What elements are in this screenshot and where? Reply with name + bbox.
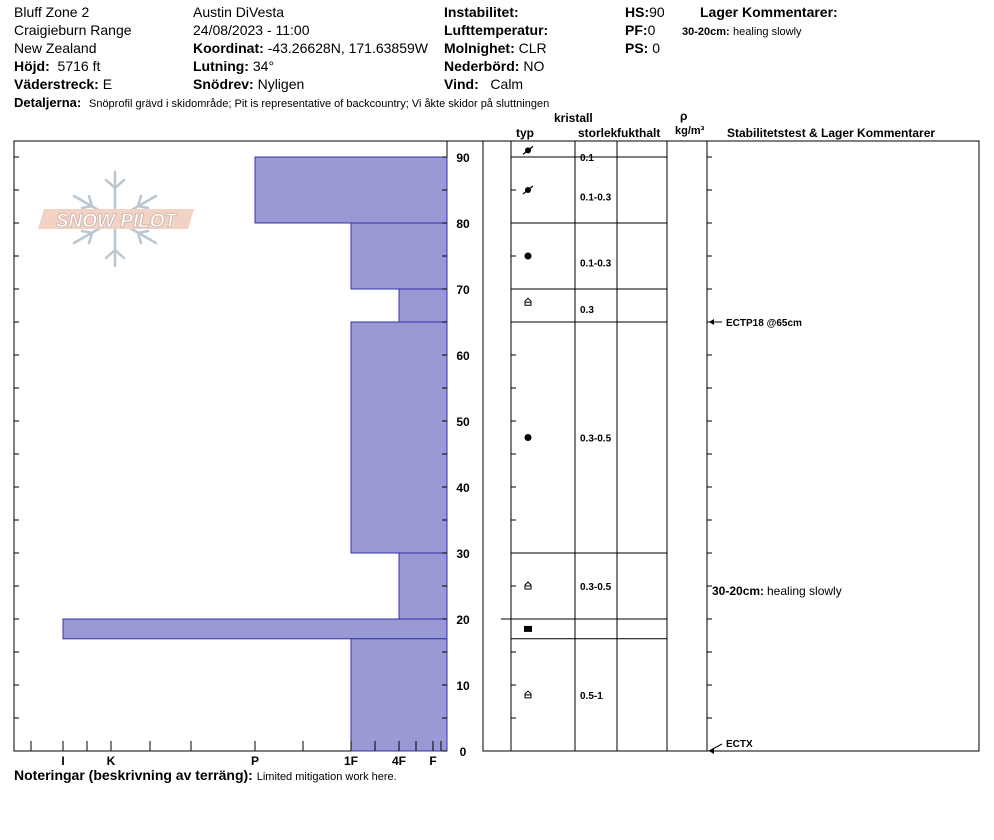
layer-comment-range: 30-20cm: — [712, 584, 765, 598]
hardness-tick-label: 4F — [391, 754, 407, 768]
hs-label: HS: — [625, 4, 650, 20]
pf-value: 0 — [647, 22, 656, 38]
aspect-label: Väderstreck: — [14, 76, 99, 92]
hardness-tick-label: P — [250, 754, 260, 768]
hardness-bar — [63, 619, 447, 639]
depth-tick-label: 0 — [459, 745, 467, 759]
layer-comment-text: healing slowly — [767, 584, 842, 598]
depth-tick-label: 70 — [456, 283, 470, 297]
slope-value: 34° — [252, 58, 275, 74]
snowpilot-logo — [38, 172, 194, 266]
country-name: New Zealand — [14, 40, 97, 56]
crystal-size-label: 0.1-0.3 — [580, 258, 612, 270]
hardness-tick-label: 1F — [343, 754, 359, 768]
test-arrow-head — [709, 319, 714, 325]
rounded-grain-icon — [525, 434, 532, 441]
hardness-bar — [351, 223, 447, 289]
layer-comments-title: Lager Kommentarer: — [700, 4, 838, 20]
depth-tick-label: 90 — [456, 151, 470, 165]
pf-label: PF: — [625, 22, 648, 38]
elevation-value: 5716 ft — [57, 58, 101, 74]
crystal-size-label: 0.1-0.3 — [580, 192, 612, 204]
observer-name: Austin DiVesta — [193, 4, 285, 20]
depth-tick-label: 10 — [456, 679, 470, 693]
coord-value: -43.26628N, 171.63859W — [267, 40, 428, 56]
notes-row — [14, 767, 397, 785]
coord-label: Koordinat: — [193, 40, 264, 56]
test-result-label: ECTX — [726, 739, 753, 750]
stability-tests — [709, 318, 802, 754]
crystal-size-label: 0.1 — [580, 153, 594, 164]
col-rho: ρ — [680, 109, 688, 123]
test-arrow-head — [709, 748, 714, 754]
hardness-bar — [399, 289, 447, 322]
col-fukthalt: fukthalt — [617, 126, 661, 140]
wind-value: Calm — [490, 76, 524, 92]
faceted-grain-icon — [525, 298, 531, 305]
faceted-grain-icon — [525, 582, 531, 589]
hardness-bar — [255, 157, 447, 223]
depth-tick-label: 40 — [456, 481, 470, 495]
faceted-grain-icon — [525, 691, 531, 698]
hardness-bars — [63, 157, 447, 751]
depth-axis — [456, 151, 470, 759]
precip-label: Nederbörd: — [444, 58, 520, 74]
notes-value: Limited mitigation work here. — [256, 771, 397, 783]
elevation-label: Höjd: — [14, 58, 50, 74]
observation-datetime: 24/08/2023 - 11:00 — [193, 22, 310, 38]
ps-label: PS: — [625, 40, 649, 56]
col-typ: typ — [516, 126, 534, 140]
hardness-bar — [351, 639, 447, 751]
logo-text: SNOW PILOT — [55, 211, 177, 232]
hardness-tick-label: K — [106, 754, 116, 768]
depth-tick-label: 50 — [456, 415, 470, 429]
col-density-unit: kg/m³ — [675, 125, 705, 137]
crystal-size-label: 0.3 — [580, 304, 594, 316]
decomposing-icon — [523, 186, 533, 194]
col-storlek: storlek — [578, 126, 618, 140]
depth-tick-label: 20 — [456, 613, 470, 627]
grain-table-ticks — [511, 157, 712, 751]
sky-value: CLR — [518, 40, 547, 56]
ice-layer-icon — [524, 626, 532, 632]
instability-label: Instabilitet: — [444, 4, 519, 20]
crystal-size-label: 0.3-0.5 — [580, 433, 612, 445]
hardness-bar — [399, 553, 447, 619]
airtemp-label: Lufttemperatur: — [444, 22, 549, 38]
crystal-size-label: 0.3-0.5 — [580, 582, 612, 593]
header-layer-comment-text: healing slowly — [733, 26, 802, 38]
location-name: Bluff Zone 2 — [14, 4, 90, 20]
decomposing-icon — [523, 146, 533, 154]
depth-tick-label: 80 — [456, 217, 470, 231]
col-kristall: kristall — [554, 111, 593, 125]
notes-label: Noteringar (beskrivning av terräng): — [14, 767, 253, 783]
aspect-value: E — [102, 76, 113, 92]
drift-label: Snödrev: — [193, 76, 254, 92]
crystal-size-label: 0.5-1 — [580, 690, 603, 702]
depth-tick-label: 60 — [456, 349, 470, 363]
sky-label: Molnighet: — [444, 40, 515, 56]
ps-value: 0 — [652, 40, 661, 56]
depth-tick-label: 30 — [456, 547, 470, 561]
grain-symbols — [523, 146, 533, 698]
layer-boundaries — [501, 157, 667, 639]
header-layer-comment-range: 30-20cm: — [682, 26, 730, 38]
test-result-label: ECTP18 @65cm — [726, 318, 802, 329]
precip-value: NO — [523, 58, 545, 74]
range-name: Craigieburn Range — [14, 22, 132, 38]
size-labels — [580, 153, 612, 702]
col-comments: Stabilitetstest & Lager Kommentarer — [727, 126, 936, 140]
hardness-tick-label: I — [61, 754, 65, 768]
details-label: Detaljerna: — [14, 95, 82, 110]
grain-table — [483, 141, 979, 751]
hardness-bar — [351, 322, 447, 553]
details-value: Snöprofil grävd i skidområde; Pit is representative of backcountry; Vi åkte skidor på sluttningen — [88, 98, 550, 110]
hardness-tick-label: F — [429, 754, 437, 768]
slope-label: Lutning: — [193, 58, 249, 74]
wind-label: Vind: — [444, 76, 479, 92]
rounded-grain-icon — [525, 253, 532, 260]
drift-value: Nyligen — [257, 76, 305, 92]
hs-value: 90 — [649, 4, 665, 20]
